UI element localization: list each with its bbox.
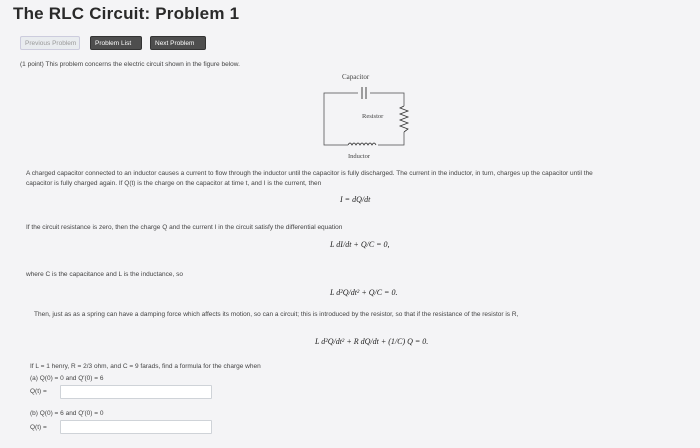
problem-intro: (1 point) This problem concerns the electric circuit shown in the figure below. — [20, 61, 240, 68]
part-b-answer-input[interactable] — [61, 427, 211, 439]
page-title: The RLC Circuit: Problem 1 — [13, 4, 240, 23]
given-values: If L = 1 henry, R = 2/3 ohm, and C = 9 farads, find a formula for the charge when — [30, 363, 261, 370]
paragraph-3: where C is the capacitance and L is the inductance, so — [26, 271, 183, 278]
equation-current — [340, 195, 370, 204]
previous-problem-button[interactable]: Previous Problem — [20, 36, 80, 50]
problem-list-button[interactable]: Problem List — [90, 36, 142, 50]
equation-lc-second-order-text: L d²Q/dt² + Q/C = 0. — [330, 288, 398, 297]
equation-current-text: I = dQ/dt — [340, 195, 371, 204]
next-problem-button[interactable]: Next Problem — [150, 36, 206, 50]
equation-lc-text: L dI/dt + Q/C = 0, — [330, 240, 390, 249]
part-a-conditions: (a) Q(0) = 0 and Q′(0) = 6 — [30, 375, 104, 382]
circuit-figure — [310, 72, 420, 162]
equation-rlc — [315, 337, 428, 346]
part-a-answer-input[interactable] — [61, 392, 211, 404]
part-b-conditions: (b) Q(0) = 6 and Q′(0) = 0 — [30, 410, 104, 417]
inductor-label: Inductor — [348, 153, 371, 160]
part-a-answer-field[interactable] — [60, 385, 212, 399]
resistor-label: Resistor — [362, 113, 384, 120]
equation-lc-second-order — [330, 288, 397, 297]
part-b-prompt: Q(t) = — [30, 424, 47, 431]
equation-rlc-text: L d²Q/dt² + R dQ/dt + (1/C) Q = 0. — [315, 337, 429, 346]
equation-lc — [330, 240, 390, 249]
paragraph-1-line-1: A charged capacitor connected to an inductor causes a current to flow through the inductor until the capacitor is fully discharged. The current in the inductor, in turn, charges up the capacitor until the — [26, 170, 593, 177]
part-b-answer-field[interactable] — [60, 420, 212, 434]
paragraph-1-line-2: capacitor is fully charged again. If Q(t) is the charge on the capacitor at time t, and I is the current, then — [26, 180, 322, 187]
paragraph-4: Then, just as as a spring can have a damping force which affects its motion, so can a circuit; this is introduced by the resistor, so that if the resistance of the resistor is R, — [34, 311, 519, 318]
part-a-prompt: Q(t) = — [30, 388, 47, 395]
capacitor-label: Capacitor — [342, 73, 370, 81]
paragraph-2: If the circuit resistance is zero, then the charge Q and the current I in the circuit satisfy the differential equation — [26, 224, 343, 231]
